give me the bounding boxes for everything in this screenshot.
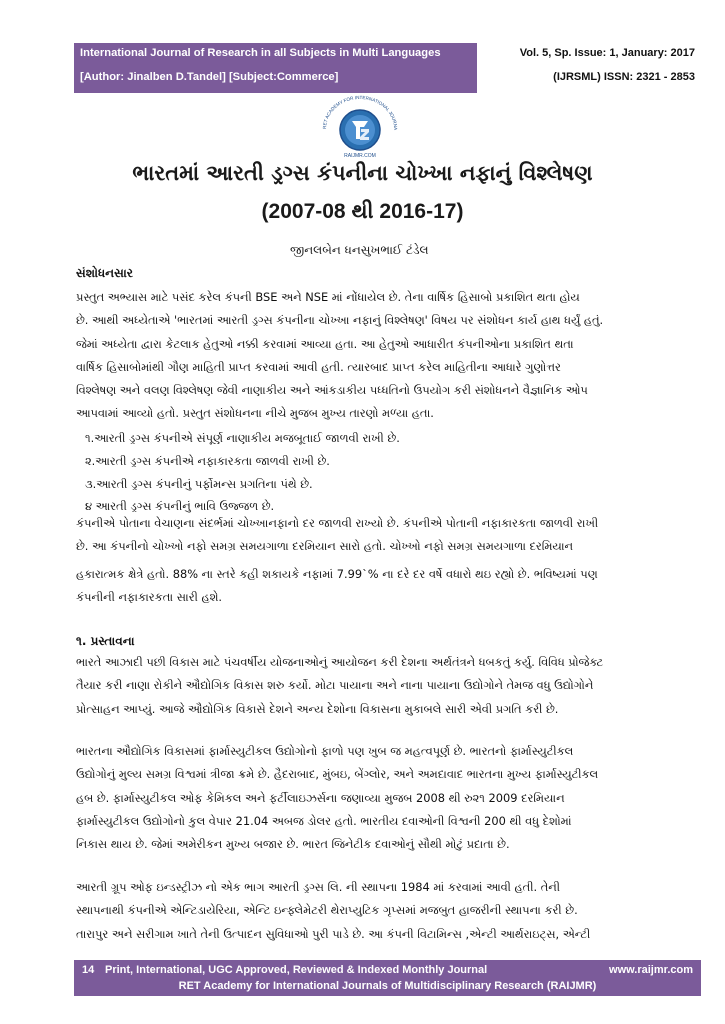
article-years: (2007-08 થી 2016-17)	[261, 200, 464, 223]
findings-list	[85, 427, 685, 518]
abstract-line: કંપનીએ પોતાના વેચાણના સંદર્ભમાં ચોખ્ખાનફાનો દર જાળવી રાખ્યો છે. કંપનીએ પોતાની નફાકારકતા જાળવી રાખી	[76, 516, 599, 530]
abstract-line: વાર્ષિક હિસાબોમાંથી ગૌણ માહિતી પ્રાપ્ત કરવામાં આવી હતી. ત્યારબાદ પ્રાપ્ત કરેલ માહિતીના આધારે ગુણોત્તર	[76, 359, 561, 374]
finding-item: ૧.આરતી ડ્રગ્સ કંપનીએ સંપૂર્ણ નાણાકીય મજબૂતાઈ જાળવી રાખી છે.	[85, 431, 400, 445]
volume-info: Vol. 5, Sp. Issue: 1, January: 2017	[519, 47, 695, 59]
header-banner	[74, 43, 477, 93]
abstract-line: કંપનીની નફાકારકતા સારી હશે.	[76, 589, 222, 604]
abstract-line: વિશ્લેષણ અને વલણ વિશ્લેષણ જેવી નાણાકીય અને આંકડાકીય પધ્ધતિનો ઉપયોગ કરી સંશોધનને વૈજ્ઞાનિક ઓપ	[76, 383, 588, 398]
footer-website-link[interactable]: www.raijmr.com	[609, 964, 693, 976]
finding-item: ૨.આરતી ડ્રગ્સ કંપનીએ નફાકારકતા જાળવી રાખી છે.	[85, 453, 330, 468]
intro-heading: ૧. પ્રસ્તાવના	[76, 634, 135, 648]
article-title: ભારતમાં આરતી ડ્રગ્સ કંપનીના ચોખ્ખા નફાનું વિશ્લેષણ	[132, 161, 593, 185]
issn-info: (IJRSML) ISSN: 2321 - 2853	[553, 71, 695, 83]
abstract-heading: સંશોધનસાર	[76, 266, 133, 280]
abstract-line: પ્રસ્તુત અભ્યાસ માટે પસંદ કરેલ કંપની BSE અને NSE માં નોંધાયેલ છે. તેના વાર્ષિક હિસાબો પ્રકાશિત થતા હોય	[76, 290, 580, 304]
intro-paragraph-1	[76, 651, 696, 721]
intro-line: પ્રોત્સાહન આપ્યું. આજે ઔદ્યોગિક વિકાસે દેશને અન્ય દેશોના વિકાસના મુકાબલે સારી એવી પ્રગતિ કરી છે.	[76, 701, 559, 716]
intro-line: તારાપુર અને સરીગામ ખાતે તેની ઉત્પાદન સુવિધાઓ પુરી પાડે છે. આ કંપની વિટામિન્સ ,એન્ટી આર્થરાઇટ્સ, એન્ટી	[76, 926, 591, 941]
footer-journal-line: Print, International, UGC Approved, Reviewed & Indexed Monthly Journal	[105, 964, 488, 976]
logo-ring-text: RET ACADEMY FOR INTERNATIONAL JOURNA	[321, 94, 399, 131]
abstract-closing	[76, 512, 696, 609]
intro-line: આરતી ગ્રૂપ ઓફ ઇન્ડસ્ટ્રીઝ નો એક ભાગ આરતી ડ્રગ્સ લિ. ની સ્થાપના 1984 માં કરવામાં આવી હતી. તેની	[76, 880, 561, 894]
footer-academy-line: RET Academy for International Journals of Multidisciplinary Research (RAIJMR)	[178, 980, 597, 992]
abstract-line: આપવામાં આવ્યો હતો. પ્રસ્તુત સંશોધનના નીચે મુજબ મુખ્ય તારણો મળ્યા હતા.	[76, 406, 434, 421]
intro-line: નિકાસ થાય છે. જેમાં અમેરીકન મુખ્ય બજાર છે. ભારત જિનેટીક દવાઓનું સૌથી મોટું પ્રદાતા છે.	[76, 837, 510, 852]
finding-item: ૩.આરતી ડ્રગ્સ કંપનીનું પર્ફોમન્સ પ્રગતિના પંથે છે.	[85, 476, 313, 491]
journal-name: International Journal of Research in all Subjects in Multi Languages	[80, 47, 441, 59]
abstract-body	[76, 286, 696, 426]
intro-line: ફાર્માસ્યુટીકલ ઉદ્યોગોનો કુલ વેપાર 21.04 અબજ ડોલર હતો. ભારતીય દવાઓની વિશ્વની 200 થી વધુ દેશોમાં	[76, 813, 572, 828]
journal-header	[74, 43, 695, 93]
abstract-line: જેમાં અધ્યેતા દ્વારા કેટલાક હેતુઓ નક્કી કરવામાં આવ્યા હતા. આ હેતુઓ આધારીત કંપનીઓના પ્રકાશિત થતા	[76, 336, 574, 351]
page-number: 14	[82, 964, 95, 976]
intro-line: તૈયાર કરી નાણા રોકીને ઔદ્યોગિક વિકાસ શરુ કર્યો. મોટા પાયાના અને નાના પાયાના ઉદ્યોગોને તેમજ વધુ ઉદ્યોગોને	[76, 678, 594, 693]
intro-paragraph-3	[76, 876, 696, 946]
intro-paragraph-2	[76, 740, 696, 856]
intro-line: સ્થાપનાથી કંપનીએ એન્ટિડાયેરિયા, એન્ટિ ઇન્ફ્લેમેટરી થેરાપ્યુટિક ગૃપ્સમાં મજબુત હાજરીની સ્થાપના કરી છે.	[76, 903, 578, 918]
abstract-line: છે. આથી અધ્યેતાએ 'ભારતમાં આરતી ડ્રગ્સ કંપનીના ચોખ્ખા નફાનું વિશ્લેષણ' વિષય પર સંશોધન કાર્ય હાથ ધર્યું હતું.	[76, 313, 604, 328]
finding-item: ૪ આરતી ડ્રગ્સ કંપનીનું ભાવિ ઉજ્જળ છે.	[85, 499, 275, 514]
journal-logo	[314, 93, 406, 159]
journal-footer	[74, 960, 701, 996]
intro-line: ભારતે આઝાદી પછી વિકાસ માટે પંચવર્ષીય યોજનાઓનું આયોજન કરી દેશના અર્થતંત્રને ધબકતું કર્યુ. વિવિધ પ્રોજેક્ટ	[76, 655, 604, 669]
issue-info	[482, 43, 695, 93]
intro-line: હબ છે. ફાર્માસ્યુટીકલ ઓફ કેમિકલ અને ફર્ટીલાઇઝર્સના જણાવ્યા મુજબ 2008 થી રુ૨૧ 2009 દરમિયાન	[76, 790, 565, 805]
article-author: જીનલબેન ધનસુખભાઈ ટંડેલ	[290, 243, 429, 257]
intro-line: ભારતના ઔદ્યોગિક વિકાસમાં ફાર્માસ્યુટીકલ ઉદ્યોગોનો ફાળો પણ ખુબ જ મહત્વપૂર્ણ છે. ભારતનો ફાર્માસ્યુટીકલ	[76, 744, 574, 758]
intro-line: ઉદ્યોગોનું મુલ્ય સમગ્ર વિશ્વમાં ત્રીજા ક્રમે છે. હૈદરાબાદ, મુંબઇ, બેંગ્લોર, અને અમદાવાદ ભારતના મુખ્ય ફાર્માસ્યુટીકલ	[76, 767, 599, 782]
abstract-line: હકારાત્મક ક્ષેત્રે હતો. 88% ના સ્તરે કહી શકાયકે નફામાં 7.99`% ના દરે દર વર્ષે વધારો થઇ રહ્યો છે. ભવિષ્યમાં પણ	[76, 566, 598, 581]
logo-site-text: RAIJMR.COM	[344, 153, 376, 159]
author-subject-line: [Author: Jinalben D.Tandel] [Subject:Commerce]	[80, 71, 339, 83]
abstract-line: છે. આ કંપનીનો ચોખ્ખો નફો સમગ્ર સમયગાળા દરમિયાન સારો હતો. ચોખ્ખો નફો સમગ્ર સમયગાળા દરમિયાન	[76, 539, 573, 554]
